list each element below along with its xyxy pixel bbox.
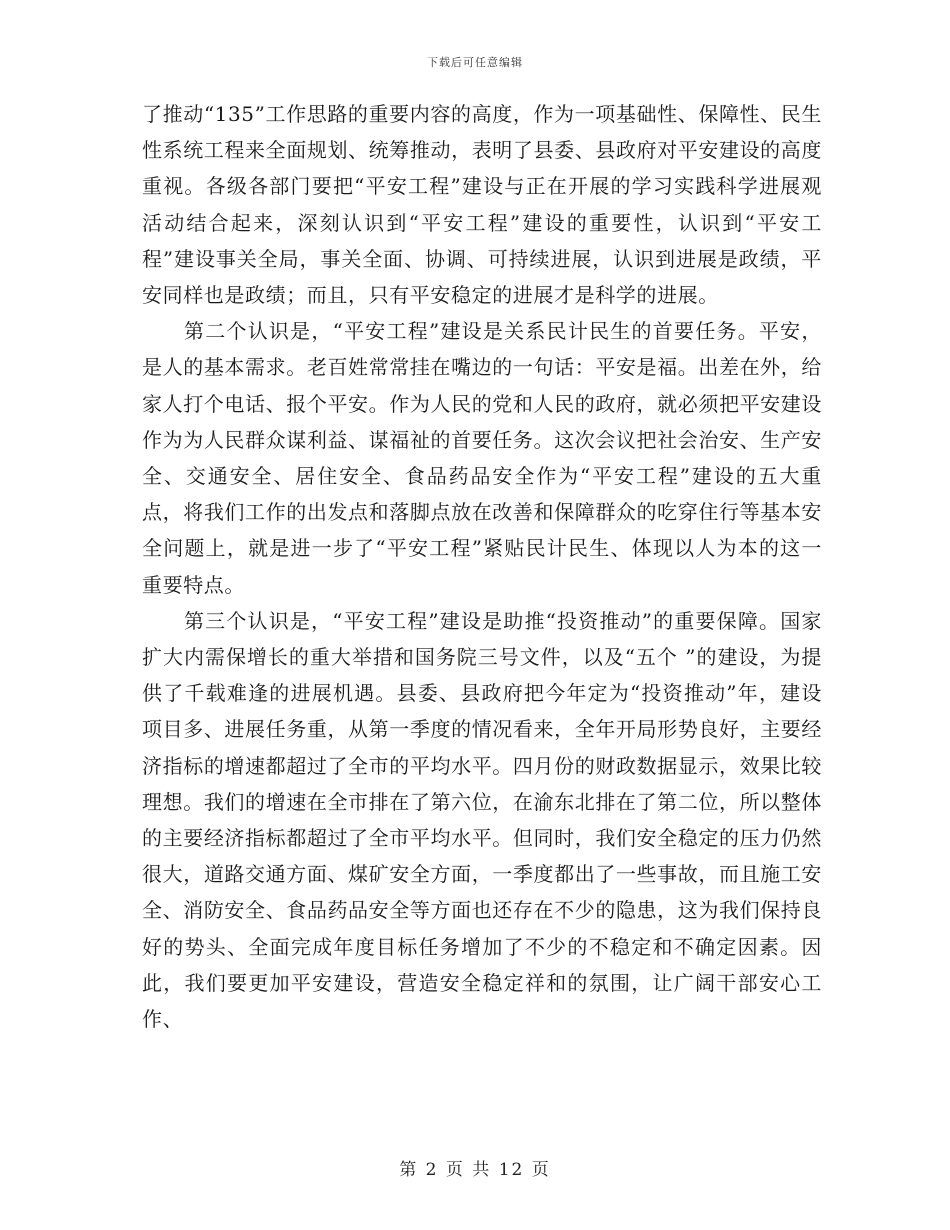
paragraph-continuation: 了推动“135”工作思路的重要内容的高度，作为一项基础性、保障性、民生性系统工程来全面规划、统筹推动，表明了县委、县政府对平安建设的高度重视。各级各部门要把“平安工程”建设与正在开展的学习实践科学进展观活动结合起来，深刻认识到“平安工程”建设的重要性，认识到“平安工程”建设事关全局，事关全面、协调、可持续进展，认识到进展是政绩，平安同样也是政绩；而且，只有平安稳定的进展才是科学的进展。 bbox=[142, 102, 822, 308]
paragraph-third-understanding: 第三个认识是，“平安工程”建设是助推“投资推动”的重要保障。国家扩大内需保增长的重大举措和国务院三号文件，以及“五个 ”的建设，为提供了千载难逢的进展机遇。县委、县政府把今年定为“投资推动”年，建设项目多、进展任务重，从第一季度的情况看来，全年开局形势良好，主要经济指标的增速都超过了全市的平均水平。四月份的财政数据显示，效果比较理想。我们的增速在全市排在了第六位，在渝东北排在了第二位，所以整体的主要经济指标都超过了全市平均水平。但同时，我们安全稳定的压力仍然很大，道路交通方面、煤矿安全方面，一季度都出了一些事故，而且施工安全、消防安全、食品药品安全等方面也还存在不少的隐患，这为我们保持良好的势头、全面完成年度目标任务增加了不少的不稳定和不确定因素。因此，我们要更加平安建设，营造安全稳定祥和的氛围，让广阔干部安心工作、 bbox=[142, 608, 822, 1032]
page-number-footer: 第 2 页 共 12 页 bbox=[399, 1160, 551, 1180]
page-header: 下载后可任意编辑 bbox=[427, 56, 523, 69]
paragraph-second-understanding: 第二个认识是，“平安工程”建设是关系民计民生的首要任务。平安，是人的基本需求。老百姓常常挂在嘴边的一句话：平安是福。出差在外，给家人打个电话、报个平安。作为人民的党和人民的政府，就必须把平安建设作为为人民群众谋利益、谋福祉的首要任务。这次会议把社会治安、生产安全、交通安全、居住安全、食品药品安全作为“平安工程”建设的五大重点，将我们工作的出发点和落脚点放在改善和保障群众的吃穿住行等基本安全问题上，就是进一步了“平安工程”紧贴民计民生、体现以人为本的这一重要特点。 bbox=[142, 319, 822, 597]
document-body bbox=[142, 96, 822, 1037]
